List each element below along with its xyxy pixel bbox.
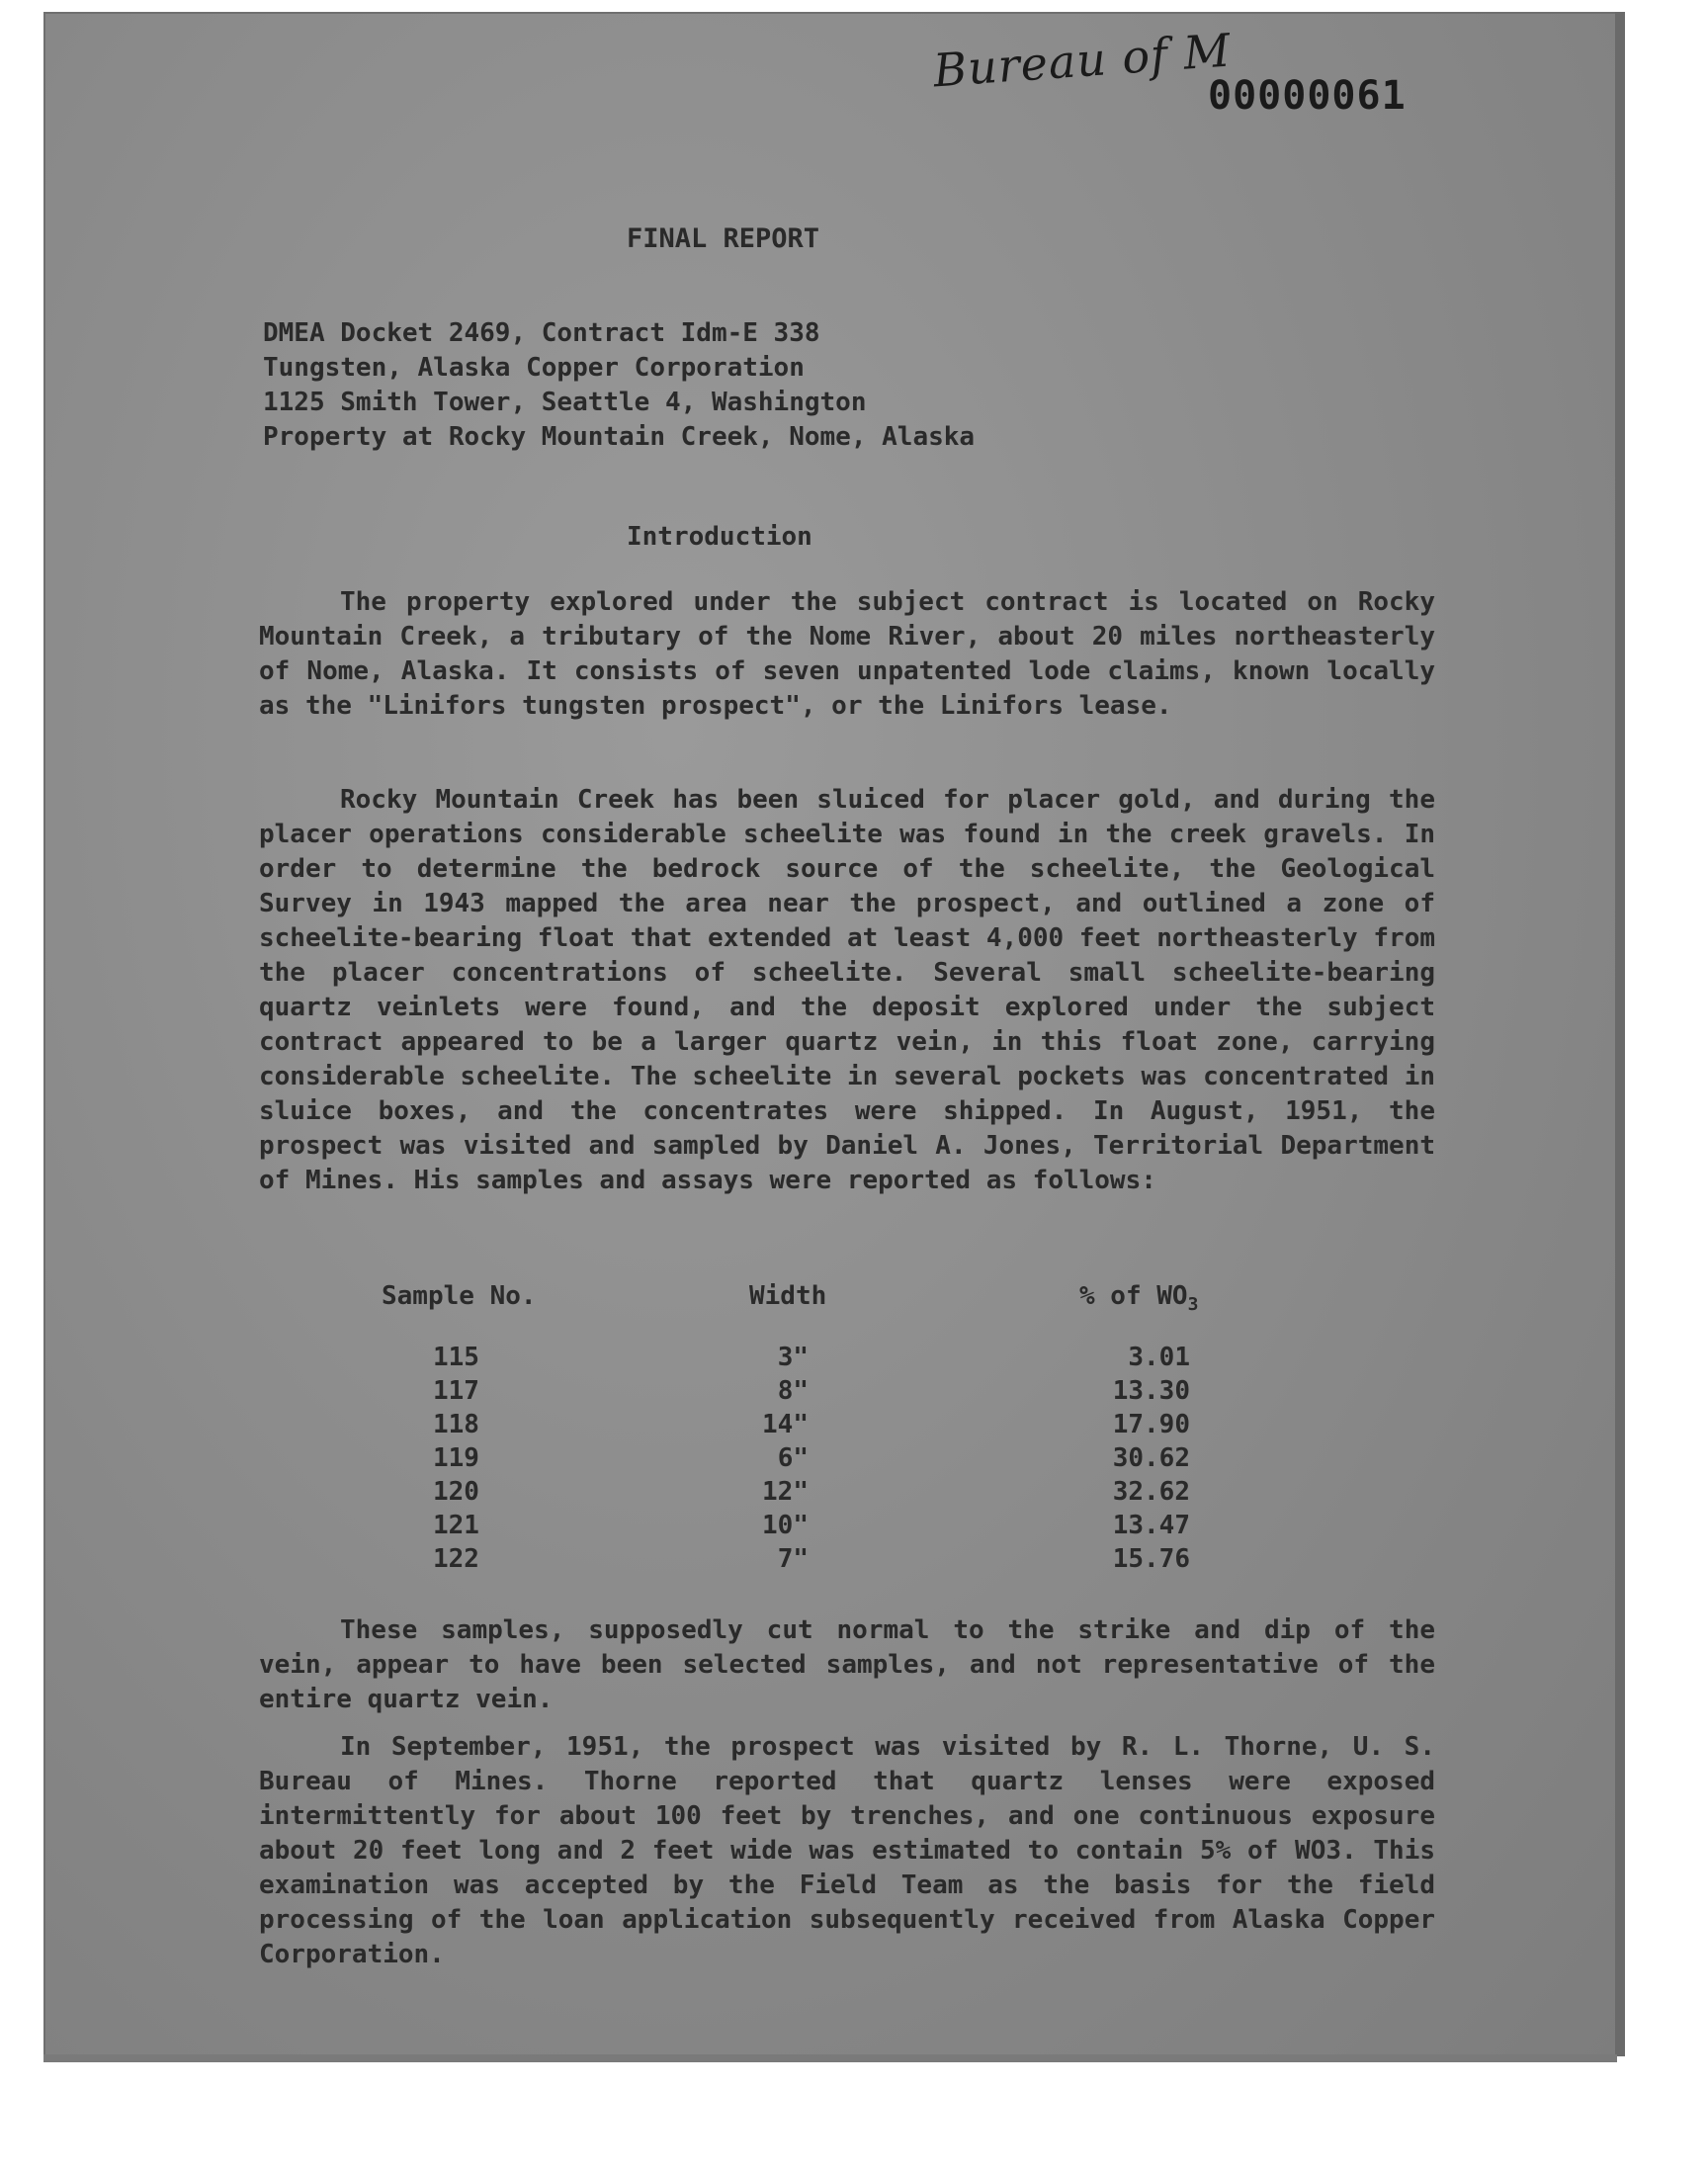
- sample-width: 8": [777, 1376, 809, 1406]
- table-row: [340, 1542, 1230, 1576]
- header-wo3-label: % of WO: [1079, 1281, 1188, 1311]
- sample-number: 117: [433, 1376, 479, 1406]
- header-line-property: Property at Rocky Mountain Creek, Nome, Alaska: [263, 422, 976, 452]
- sample-wo3: 13.47: [1112, 1511, 1190, 1540]
- sample-wo3: 30.62: [1112, 1443, 1190, 1473]
- report-title: FINAL REPORT: [627, 223, 820, 254]
- header-wo3: [1079, 1279, 1198, 1322]
- page-edge-shadow: [1615, 12, 1625, 2056]
- sample-number: 121: [433, 1511, 479, 1540]
- header-line-company: Tungsten, Alaska Copper Corporation: [263, 353, 805, 383]
- sample-width: 10": [762, 1511, 809, 1540]
- header-line-address: 1125 Smith Tower, Seattle 4, Washington: [263, 388, 867, 417]
- sample-wo3: 13.30: [1112, 1376, 1190, 1406]
- table-row: [340, 1374, 1230, 1408]
- paragraph-property: The property explored under the subject contract is located on Rocky Mountain Creek, a tributary of the Nome River, about 20 miles northeasterly of Nome, Alaska. It consists of seven unpatented lode claims, known locally as the "Linifors tungsten prospect", or the Linifors lease.: [259, 587, 1435, 721]
- table-row: [340, 1341, 1230, 1374]
- sample-wo3: 15.76: [1112, 1544, 1190, 1574]
- sample-number: 119: [433, 1443, 479, 1473]
- sample-wo3: 17.90: [1112, 1410, 1190, 1439]
- paragraph-bureau-visit: In September, 1951, the prospect was visited by R. L. Thorne, U. S. Bureau of Mines. Thorne reported that quartz lenses were exposed intermittently for about 100 feet by trenches, and one continuous exposure about 20 feet long and 2 feet wide was estimated to contain 5% of WO3. This examination was accepted by the Field Team as the basis for the field processing of the loan application subsequently received from Alaska Copper Corporation.: [259, 1732, 1435, 1969]
- paragraph-history: Rocky Mountain Creek has been sluiced for placer gold, and during the placer operations considerable scheelite was found in the creek gravels. In order to determine the bedrock source of the scheelite, the Geological Survey in 1943 mapped the area near the prospect, and outlined a zone of scheelite-bearing float that extended at least 4,000 feet northeasterly from the placer concentrations of scheelite. Several small scheelite-bearing quartz veinlets were found, and the deposit explored under the subject contract appeared to be a larger quartz vein, in this float zone, carrying considerable scheelite. The scheelite in several pockets was concentrated in sluice boxes, and the concentrates were shipped. In August, 1951, the prospect was visited and sampled by Daniel A. Jones, Territorial Department of Mines. His samples and assays were reported as follows:: [259, 785, 1435, 1195]
- assay-table-header: [340, 1279, 1230, 1341]
- document-number-stamp: 00000061: [1208, 73, 1407, 119]
- sample-width: 3": [777, 1343, 809, 1372]
- section-heading: Introduction: [627, 522, 812, 552]
- sample-wo3: 32.62: [1112, 1477, 1190, 1507]
- sample-number: 120: [433, 1477, 479, 1507]
- table-row: [340, 1408, 1230, 1441]
- assay-table: [340, 1279, 1230, 1576]
- table-row: [340, 1475, 1230, 1509]
- page-bottom-shadow: [43, 2054, 1617, 2062]
- header-line-docket: DMEA Docket 2469, Contract Idm-E 338: [263, 318, 820, 348]
- sample-width: 7": [777, 1544, 809, 1574]
- handwritten-annotation: Bureau of M: [931, 23, 1234, 98]
- header-width: Width: [749, 1281, 827, 1311]
- sample-number: 118: [433, 1410, 479, 1439]
- sample-width: 12": [762, 1477, 809, 1507]
- sample-number: 122: [433, 1544, 479, 1574]
- header-wo3-subscript: 3: [1187, 1294, 1199, 1316]
- header-sample-no: Sample No.: [382, 1281, 537, 1311]
- table-row: [340, 1441, 1230, 1475]
- sample-width: 14": [762, 1410, 809, 1439]
- sample-width: 6": [777, 1443, 809, 1473]
- paragraph-sample-assessment: These samples, supposedly cut normal to the strike and dip of the vein, appear to have been selected samples, and not representative of the entire quartz vein.: [259, 1615, 1435, 1714]
- sample-number: 115: [433, 1343, 479, 1372]
- report-header-block: [263, 316, 1350, 455]
- sample-wo3: 3.01: [1128, 1343, 1190, 1372]
- table-row: [340, 1509, 1230, 1542]
- document-page: [43, 12, 1617, 2056]
